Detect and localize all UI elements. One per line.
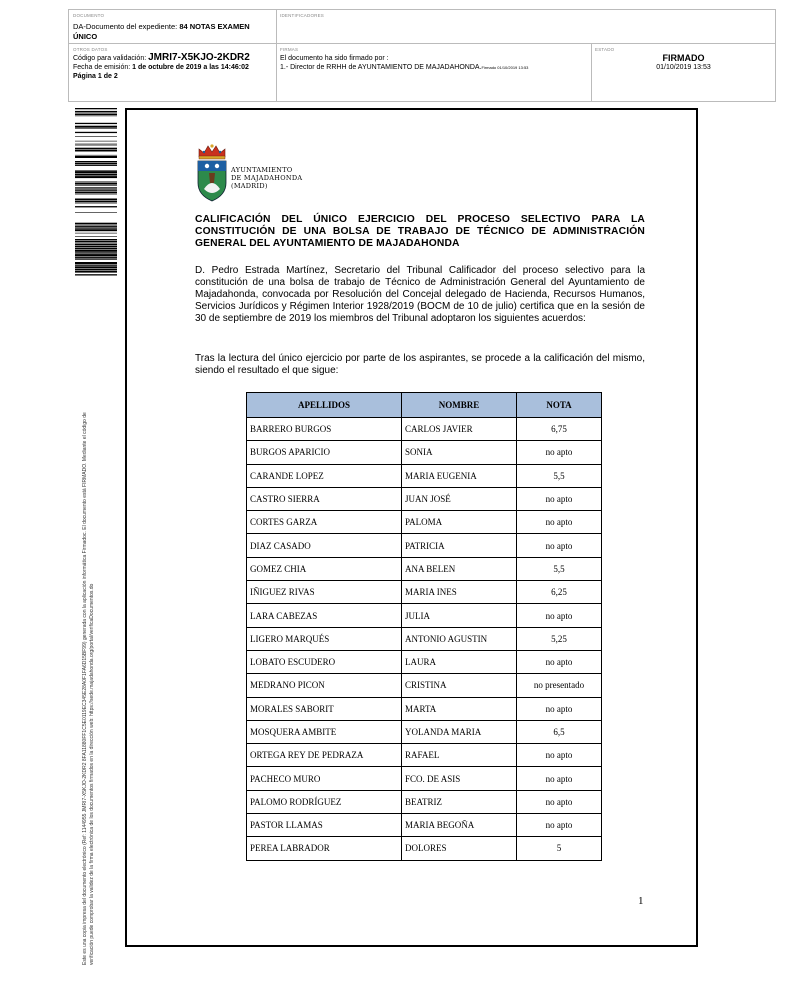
- cell-nota: 6,25: [517, 581, 602, 604]
- barcode-bar: [75, 176, 117, 178]
- barcode-bar: [75, 226, 117, 227]
- documento-name: 84 NOTAS EXAMEN ÚNICO: [73, 22, 250, 41]
- barcode-bar: [75, 108, 117, 109]
- barcode-bar: [75, 165, 117, 166]
- cell-nombre: DOLORES: [402, 837, 517, 860]
- barcode-bar: [75, 126, 117, 128]
- barcode-bar: [75, 132, 117, 133]
- barcode-bar: [75, 250, 117, 252]
- cell-apellidos: PASTOR LLAMAS: [247, 814, 402, 837]
- estado-status: FIRMADO: [662, 53, 705, 63]
- barcode-bar: [75, 187, 117, 188]
- barcode-bar: [75, 156, 117, 158]
- cell-apellidos: CASTRO SIERRA: [247, 487, 402, 510]
- cell-nombre: RAFAEL: [402, 744, 517, 767]
- barcode-bar: [75, 243, 117, 244]
- cell-nombre: MARTA: [402, 697, 517, 720]
- document-header: [68, 9, 776, 102]
- table-row: [247, 581, 602, 604]
- table-row: [247, 534, 602, 557]
- cell-nota: no apto: [517, 534, 602, 557]
- barcode-bar: [75, 150, 117, 152]
- cell-nombre: PATRICIA: [402, 534, 517, 557]
- estado-cell: [592, 44, 775, 101]
- firmas-line2: 1.- Director de RRHH de AYUNTAMIENTO DE MAJADAHONDA.: [280, 63, 482, 71]
- page-number: 1: [638, 895, 644, 907]
- barcode-bar: [75, 171, 117, 173]
- barcode-bar: [75, 241, 117, 242]
- fecha-label: Fecha de emisión:: [73, 64, 131, 71]
- codigo-label: Código para validación:: [73, 55, 147, 62]
- barcode-bar: [75, 203, 117, 204]
- cell-nota: no apto: [517, 604, 602, 627]
- table-row: [247, 557, 602, 580]
- cell-nombre: BEATRIZ: [402, 790, 517, 813]
- table-row: [247, 418, 602, 441]
- cell-apellidos: DIAZ CASADO: [247, 534, 402, 557]
- otros-label: OTROS DATOS: [73, 47, 108, 52]
- cell-nota: 5,5: [517, 557, 602, 580]
- documento-label: DOCUMENTO: [73, 13, 105, 18]
- barcode-bar: [75, 248, 117, 249]
- cell-apellidos: LARA CABEZAS: [247, 604, 402, 627]
- cell-nota: no apto: [517, 511, 602, 534]
- cell-apellidos: LIGERO MARQUÉS: [247, 627, 402, 650]
- barcode-bar: [75, 116, 117, 117]
- barcode-bar: [75, 258, 117, 259]
- barcode-bar: [75, 233, 117, 234]
- barcode-bar: [75, 254, 117, 256]
- table-row: [247, 511, 602, 534]
- cell-apellidos: PACHECO MURO: [247, 767, 402, 790]
- barcode-bar: [75, 244, 117, 245]
- cell-nombre: MARIA INES: [402, 581, 517, 604]
- table-row: [247, 627, 602, 650]
- document-title: CALIFICACIÓN DEL ÚNICO EJERCICIO DEL PROCESO SELECTIVO PARA LA CONSTITUCIÓN DE UNA BOLSA DE TRABAJO DE TÉCNICO DE ADMINISTRACIÓN GENERAL DEL AYUNTAMIENTO DE MAJADAHONDA: [195, 214, 645, 249]
- cell-nota: 5: [517, 837, 602, 860]
- barcode-bar: [75, 252, 117, 253]
- barcode-bar: [75, 239, 117, 240]
- barcode-bar: [75, 185, 117, 186]
- table-row: [247, 650, 602, 673]
- barcode-bar: [75, 227, 117, 228]
- results-table: [246, 392, 602, 861]
- barcode-bar: [75, 123, 117, 124]
- table-row: [247, 720, 602, 743]
- firmas-small: Firmado 01/10/2019 13:53: [481, 64, 529, 70]
- cell-nombre: YOLANDA MARIA: [402, 720, 517, 743]
- barcode-bar: [75, 190, 117, 191]
- cell-nombre: FCO. DE ASIS: [402, 767, 517, 790]
- header-nota: NOTA: [517, 393, 602, 418]
- table-row: [247, 441, 602, 464]
- barcode-bar: [75, 236, 117, 237]
- barcode-bar: [75, 223, 117, 224]
- firmas-label: FIRMAS: [280, 47, 299, 52]
- cell-nota: 5,5: [517, 464, 602, 487]
- otros-datos-cell: [69, 44, 277, 101]
- barcode-bar: [75, 161, 117, 162]
- table-row: [247, 674, 602, 697]
- header-nombre: NOMBRE: [402, 393, 517, 418]
- paragraph-certification: D. Pedro Estrada Martínez, Secretario del Tribunal Calificador del proceso selectivo para la constitución de una bolsa de trabajo de Técnico de Administración General del Ayuntamiento de Majadahonda, convocada por Resolución del Concejal delegado de Hacienda, Recursos Humanos, Servicios Jurídicos y Régimen Interior 1928/2019 (BOCM de 10 de julio) certifica que en la sesión de 30 de septiembre de 2019 los miembros del Tribunal adoptaron los siguientes acuerdos:: [195, 265, 645, 325]
- table-row: [247, 604, 602, 627]
- barcode-bar: [75, 148, 117, 149]
- cell-apellidos: CORTES GARZA: [247, 511, 402, 534]
- header-apellidos: APELLIDOS: [247, 393, 402, 418]
- cell-nota: no apto: [517, 744, 602, 767]
- table-row: [247, 464, 602, 487]
- logo-text: AYUNTAMIENTO DE MAJADAHONDA (MADRID): [231, 166, 303, 190]
- barcode-bar: [75, 199, 117, 201]
- table-row: [247, 814, 602, 837]
- cell-nota: no apto: [517, 441, 602, 464]
- cell-apellidos: MORALES SABORIT: [247, 697, 402, 720]
- barcode-bar: [75, 189, 117, 190]
- cell-nota: no apto: [517, 767, 602, 790]
- barcode-bar: [75, 269, 117, 270]
- barcode-bar: [75, 136, 117, 137]
- table-row: [247, 697, 602, 720]
- cell-apellidos: CARANDE LOPEZ: [247, 464, 402, 487]
- identificadores-cell: [277, 10, 775, 44]
- paragraph-results-intro: Tras la lectura del único ejercicio por parte de los aspirantes, se procede a la calificación del mismo, siendo el resultado el que sigue:: [195, 353, 645, 377]
- cell-nombre: JUAN JOSÉ: [402, 487, 517, 510]
- estado-date: 01/10/2019 13:53: [656, 64, 711, 71]
- barcode-icon: [75, 108, 117, 276]
- cell-nota: no apto: [517, 487, 602, 510]
- barcode-bar: [75, 225, 117, 226]
- table-row: [247, 837, 602, 860]
- barcode-bar: [75, 145, 117, 146]
- barcode-bar: [75, 265, 117, 266]
- barcode-bar: [75, 141, 117, 142]
- table-row: [247, 790, 602, 813]
- cell-nombre: SONIA: [402, 441, 517, 464]
- table-row: [247, 487, 602, 510]
- cell-apellidos: PALOMO RODRÍGUEZ: [247, 790, 402, 813]
- cell-apellidos: IÑIGUEZ RIVAS: [247, 581, 402, 604]
- table-header-row: [247, 393, 602, 418]
- barcode-bar: [75, 246, 117, 248]
- cell-apellidos: ORTEGA REY DE PEDRAZA: [247, 744, 402, 767]
- barcode-bar: [75, 144, 117, 145]
- cell-nombre: CRISTINA: [402, 674, 517, 697]
- cell-nota: 5,25: [517, 627, 602, 650]
- firmas-cell: [277, 44, 592, 101]
- barcode-bar: [75, 163, 117, 164]
- side-verification-text-2: verificación puede comprobar la validez de la firma electrónica de los documentos firmados en la dirección web: https://sede.majadahonda.org/portal/verificaDocumentos.do: [89, 583, 95, 965]
- barcode-bar: [75, 257, 117, 258]
- cell-nombre: MARIA BEGOÑA: [402, 814, 517, 837]
- coat-of-arms-icon: [194, 143, 230, 205]
- documento-value: DA-Documento del expediente: 84 NOTAS EXAMEN ÚNICO: [73, 22, 250, 41]
- cell-nota: no presentado: [517, 674, 602, 697]
- barcode-bar: [75, 266, 117, 268]
- estado-label: ESTADO: [595, 47, 615, 52]
- cell-apellidos: BARRERO BURGOS: [247, 418, 402, 441]
- validation-code: JMRI7-X5KJO-2KDR2: [148, 52, 250, 63]
- cell-nota: 6,75: [517, 418, 602, 441]
- cell-nota: no apto: [517, 697, 602, 720]
- cell-apellidos: MEDRANO PICON: [247, 674, 402, 697]
- barcode-bar: [75, 271, 117, 273]
- cell-apellidos: GOMEZ CHIA: [247, 557, 402, 580]
- cell-nombre: CARLOS JAVIER: [402, 418, 517, 441]
- table-row: [247, 767, 602, 790]
- barcode-bar: [75, 182, 117, 183]
- barcode-bar: [75, 262, 117, 264]
- identificadores-label: IDENTIFICADORES: [280, 13, 325, 18]
- firmas-line1: El documento ha sido firmado por :: [280, 55, 389, 62]
- cell-nombre: JULIA: [402, 604, 517, 627]
- side-verification-text-1: Este es una copia impresa del documento electrónico (Ref: 1144955 JMRI7-X5KJO-2KDR2 8FA11880FF1C5E0119EC345E28A0F1FA6D15BF99) generada con la aplicación informática Firmadoc. El documento está FIRMADO. Mediante el código de: [82, 412, 88, 965]
- barcode-bar: [75, 155, 117, 156]
- barcode-bar: [75, 274, 117, 275]
- barcode-bar: [75, 206, 117, 207]
- documento-cell: [69, 10, 277, 44]
- cell-nota: no apto: [517, 814, 602, 837]
- cell-apellidos: PEREA LABRADOR: [247, 837, 402, 860]
- barcode-bar: [75, 128, 117, 129]
- barcode-bar: [75, 113, 117, 114]
- table-row: [247, 744, 602, 767]
- barcode-bar: [75, 111, 117, 112]
- cell-nombre: LAURA: [402, 650, 517, 673]
- page-count: Página 1 de 2: [73, 73, 118, 80]
- cell-apellidos: BURGOS APARICIO: [247, 441, 402, 464]
- barcode-bar: [75, 192, 117, 193]
- cell-nota: no apto: [517, 790, 602, 813]
- cell-nombre: MARIA EUGENIA: [402, 464, 517, 487]
- cell-nombre: ANA BELEN: [402, 557, 517, 580]
- barcode-bar: [75, 183, 117, 185]
- cell-nota: 6,5: [517, 720, 602, 743]
- barcode-bar: [75, 229, 117, 231]
- barcode-bar: [75, 194, 117, 195]
- cell-nombre: ANTONIO AGUSTIN: [402, 627, 517, 650]
- barcode-bar: [75, 170, 117, 171]
- barcode-bar: [75, 114, 117, 115]
- barcode-bar: [75, 212, 117, 213]
- cell-nota: no apto: [517, 650, 602, 673]
- cell-apellidos: LOBATO ESCUDERO: [247, 650, 402, 673]
- barcode-bar: [75, 174, 117, 176]
- cell-apellidos: MOSQUERA AMBITE: [247, 720, 402, 743]
- barcode-bar: [75, 201, 117, 202]
- fecha-emision: 1 de octubre de 2019 a las 14:46:02: [132, 64, 249, 71]
- cell-nombre: PALOMA: [402, 511, 517, 534]
